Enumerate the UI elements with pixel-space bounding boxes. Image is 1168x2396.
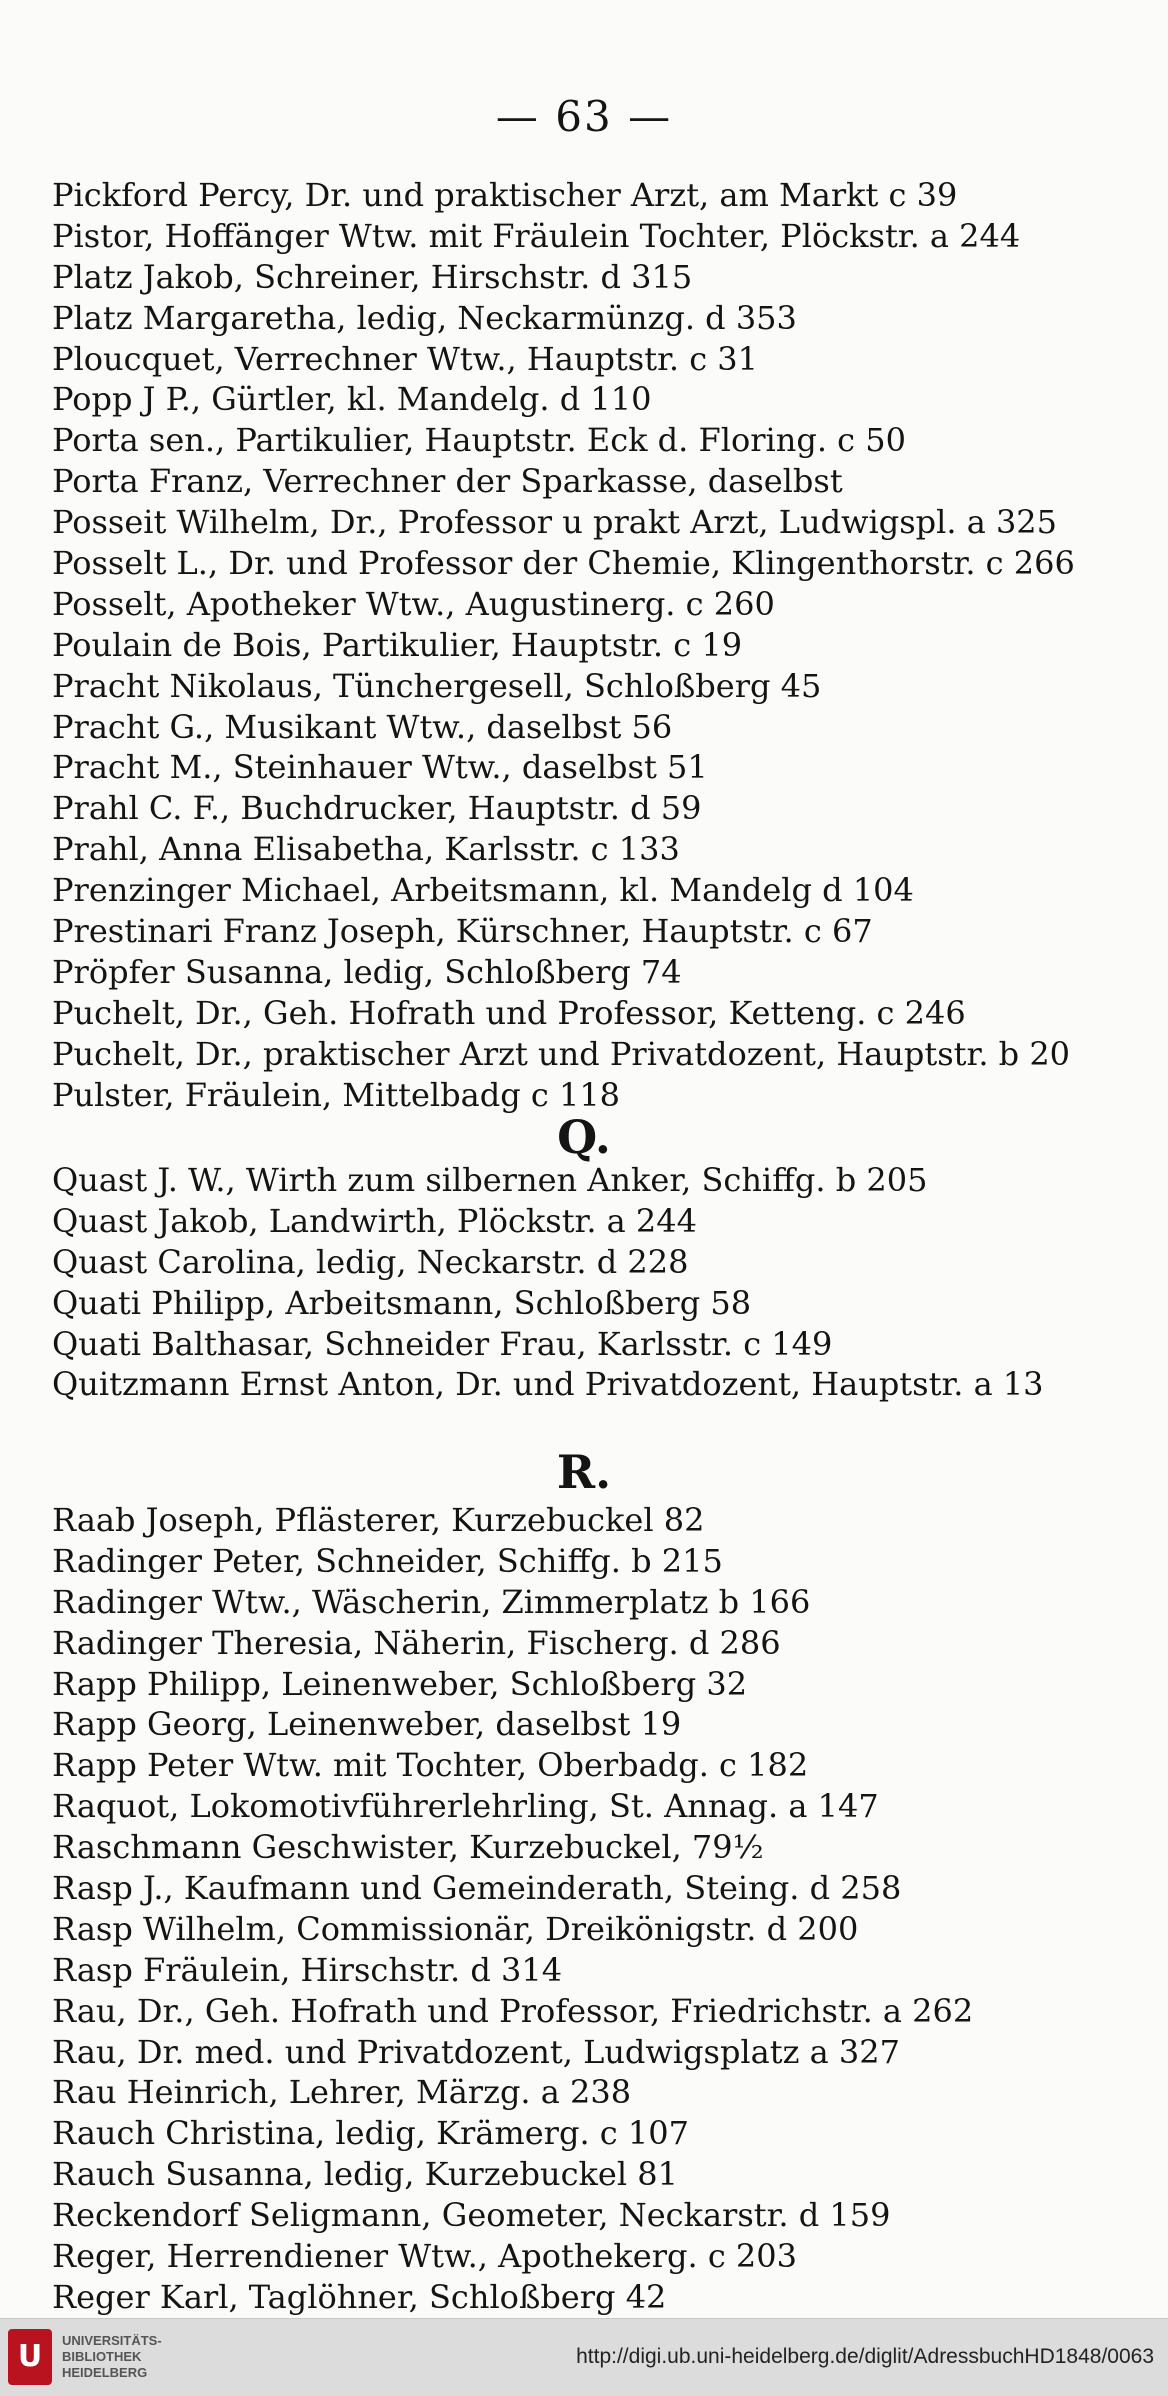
directory-entry: Rau, Dr., Geh. Hofrath und Professor, Friedrichstr. a 262 bbox=[52, 1991, 974, 2030]
directory-entry: Quati Balthasar, Schneider Frau, Karlsstr. c 149 bbox=[52, 1324, 833, 1363]
entry-list-q bbox=[52, 1160, 1122, 1405]
directory-entry: Raquot, Lokomotivführerlehrling, St. Annag. a 147 bbox=[52, 1787, 879, 1826]
section-letter-r: R. bbox=[556, 1445, 612, 1499]
library-name-line: BIBLIOTHEK bbox=[62, 2349, 142, 2364]
directory-entry: Raab Joseph, Pflästerer, Kurzebuckel 82 bbox=[52, 1501, 705, 1539]
library-name bbox=[62, 2333, 162, 2381]
directory-entry: Radinger Peter, Schneider, Schiffg. b 215 bbox=[52, 1541, 723, 1580]
directory-entry: Platz Jakob, Schreiner, Hirschstr. d 315 bbox=[52, 257, 693, 296]
directory-entry: Posselt, Apotheker Wtw., Augustinerg. c 260 bbox=[52, 584, 775, 623]
directory-entry: Prahl, Anna Elisabetha, Karlsstr. c 133 bbox=[52, 830, 680, 869]
directory-entry: Pickford Percy, Dr. und praktischer Arzt, am Markt c 39 bbox=[52, 176, 958, 214]
directory-entry: Prahl C. F., Buchdrucker, Hauptstr. d 59 bbox=[52, 789, 702, 828]
directory-entry: Quitzmann Ernst Anton, Dr. und Privatdozent, Hauptstr. a 13 bbox=[52, 1365, 1044, 1404]
entry-list-p bbox=[52, 175, 1122, 1115]
directory-entry: Radinger Theresia, Näherin, Fischerg. d 286 bbox=[52, 1623, 781, 1662]
directory-entry: Porta sen., Partikulier, Hauptstr. Eck d. Floring. c 50 bbox=[52, 421, 906, 460]
directory-entry: Quast Carolina, ledig, Neckarstr. d 228 bbox=[52, 1242, 689, 1281]
directory-entry: Rapp Georg, Leinenweber, daselbst 19 bbox=[52, 1705, 682, 1744]
directory-entry: Prenzinger Michael, Arbeitsmann, kl. Mandelg d 104 bbox=[52, 871, 914, 910]
directory-entry: Pistor, Hoffänger Wtw. mit Fräulein Tochter, Plöckstr. a 244 bbox=[52, 216, 1021, 255]
directory-entry: Reckendorf Seligmann, Geometer, Neckarstr. d 159 bbox=[52, 2196, 891, 2235]
directory-entry: Puchelt, Dr., Geh. Hofrath und Professor, Ketteng. c 246 bbox=[52, 993, 966, 1032]
directory-entry: Rasp J., Kaufmann und Gemeinderath, Steing. d 258 bbox=[52, 1869, 902, 1908]
page-number: — 63 — bbox=[495, 92, 673, 141]
directory-entry: Prestinari Franz Joseph, Kürschner, Hauptstr. c 67 bbox=[52, 912, 873, 951]
footer-bar bbox=[0, 2318, 1168, 2396]
directory-entry: Pröpfer Susanna, ledig, Schloßberg 74 bbox=[52, 952, 682, 991]
directory-entry: Pracht G., Musikant Wtw., daselbst 56 bbox=[52, 707, 673, 746]
directory-entry: Pracht M., Steinhauer Wtw., daselbst 51 bbox=[52, 748, 708, 787]
directory-entry: Posseit Wilhelm, Dr., Professor u prakt Arzt, Ludwigspl. a 325 bbox=[52, 503, 1058, 542]
directory-entry: Rasp Wilhelm, Commissionär, Dreikönigstr. d 200 bbox=[52, 1909, 859, 1948]
library-name-line: UNIVERSITÄTS- bbox=[62, 2333, 162, 2348]
directory-entry: Rapp Peter Wtw. mit Tochter, Oberbadg. c 182 bbox=[52, 1746, 809, 1785]
entry-list-r bbox=[52, 1500, 1122, 2318]
directory-entry: Radinger Wtw., Wäscherin, Zimmerplatz b 166 bbox=[52, 1582, 811, 1621]
directory-entry: Rauch Susanna, ledig, Kurzebuckel 81 bbox=[52, 2155, 678, 2194]
source-url-link[interactable]: http://digi.ub.uni-heidelberg.de/diglit/AdressbuchHD1848/0063 bbox=[576, 2345, 1154, 2368]
directory-entry: Quast J. W., Wirth zum silbernen Anker, Schiffg. b 205 bbox=[52, 1161, 928, 1199]
directory-entry: Puchelt, Dr., praktischer Arzt und Privatdozent, Hauptstr. b 20 bbox=[52, 1034, 1071, 1073]
directory-entry: Pulster, Fräulein, Mittelbadg c 118 bbox=[52, 1075, 621, 1114]
directory-entry: Rau, Dr. med. und Privatdozent, Ludwigsplatz a 327 bbox=[52, 2032, 900, 2071]
directory-entry: Raschmann Geschwister, Kurzebuckel, 79½ bbox=[52, 1828, 764, 1867]
directory-entry: Porta Franz, Verrechner der Sparkasse, daselbst bbox=[52, 462, 843, 501]
directory-entry: Pracht Nikolaus, Tünchergesell, Schloßberg 45 bbox=[52, 666, 822, 705]
directory-entry: Ploucquet, Verrechner Wtw., Hauptstr. c 31 bbox=[52, 339, 758, 378]
directory-entry: Platz Margaretha, ledig, Neckarmünzg. d 353 bbox=[52, 298, 797, 337]
directory-entry: Quati Philipp, Arbeitsmann, Schloßberg 58 bbox=[52, 1283, 752, 1322]
section-letter-q: Q. bbox=[557, 1110, 611, 1164]
directory-entry: Reger, Herrendiener Wtw., Apothekerg. c 203 bbox=[52, 2237, 797, 2276]
directory-entry: Poulain de Bois, Partikulier, Hauptstr. c 19 bbox=[52, 625, 743, 664]
library-logo-icon[interactable]: U bbox=[8, 2329, 52, 2385]
directory-entry: Popp J P., Gürtler, kl. Mandelg. d 110 bbox=[52, 380, 652, 419]
library-name-line: HEIDELBERG bbox=[62, 2365, 148, 2380]
directory-entry: Rauch Christina, ledig, Krämerg. c 107 bbox=[52, 2114, 689, 2153]
directory-entry: Rau Heinrich, Lehrer, Märzg. a 238 bbox=[52, 2073, 632, 2112]
directory-entry: Rasp Fräulein, Hirschstr. d 314 bbox=[52, 1950, 563, 1989]
directory-entry: Reger Karl, Taglöhner, Schloßberg 42 bbox=[52, 2277, 667, 2316]
directory-entry: Rapp Philipp, Leinenweber, Schloßberg 32 bbox=[52, 1664, 748, 1703]
directory-entry: Posselt L., Dr. und Professor der Chemie, Klingenthorstr. c 266 bbox=[52, 544, 1075, 583]
directory-entry: Quast Jakob, Landwirth, Plöckstr. a 244 bbox=[52, 1201, 697, 1240]
